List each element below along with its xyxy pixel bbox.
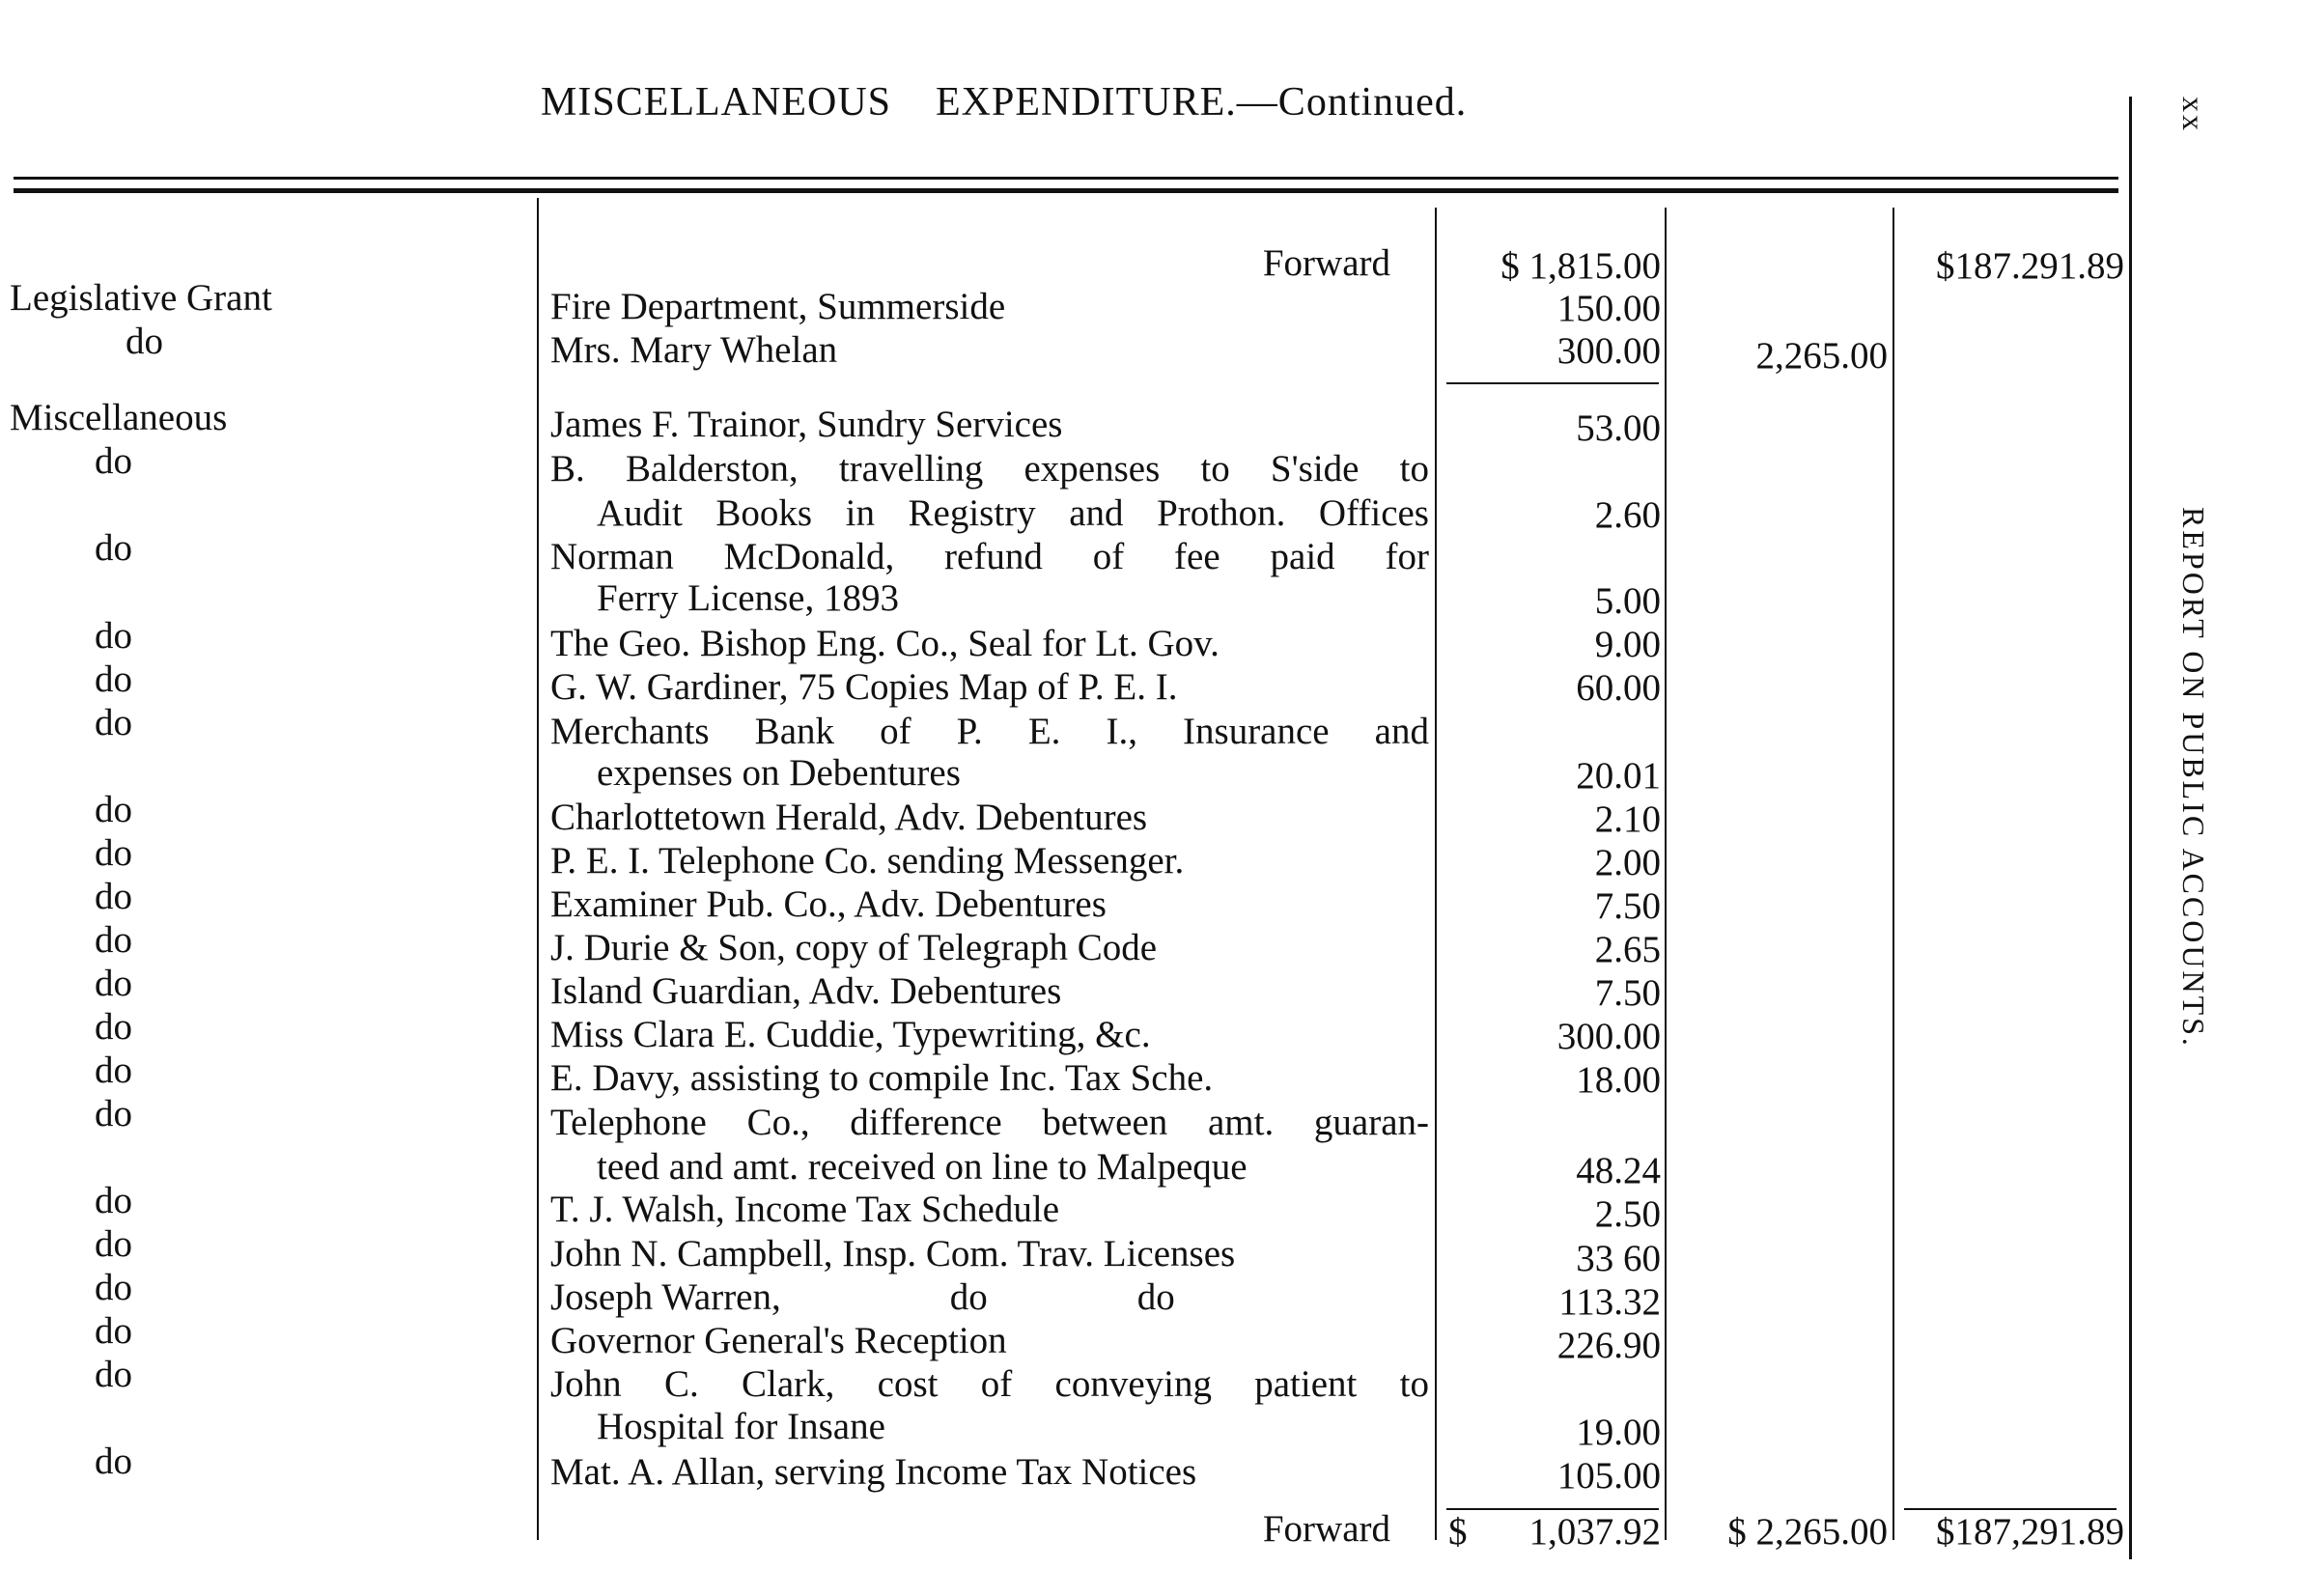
row-description: Norman McDonald, refund of fee paid for (550, 536, 1429, 577)
row-description: T. J. Walsh, Income Tax Schedule (550, 1189, 1060, 1230)
row-amount: 150.00 (1556, 288, 1661, 329)
ditto-name: Joseph Warren, (550, 1276, 781, 1318)
page-title: MISCELLANEOUS EXPENDITURE.—Continued. (541, 80, 1468, 125)
row-category: do (95, 658, 132, 700)
column-rule-amount (1435, 208, 1437, 1540)
row-amount: 7.50 (1594, 972, 1661, 1014)
forward-bottom-label: Forward (1262, 1508, 1390, 1550)
row-category: do (95, 1354, 132, 1395)
forward-top-total: $187.291.89 (1936, 245, 2124, 287)
forward-bottom-total: $187,291.89 (1936, 1511, 2124, 1553)
row-amount: 2.60 (1594, 494, 1661, 536)
row-description: Charlottetown Herald, Adv. Debentures (550, 797, 1148, 838)
column-rule-desc (537, 198, 539, 1540)
forward-bottom-subtotal: $ 2,265.00 (1727, 1511, 1888, 1553)
row-amount: 7.50 (1594, 885, 1661, 927)
row-description: John C. Clark, cost of conveying patient to (550, 1363, 1429, 1405)
row-amount: 18.00 (1576, 1059, 1661, 1101)
row-amount: 2.10 (1594, 798, 1661, 840)
row-category: do (95, 1093, 132, 1134)
row-category: do (95, 876, 132, 917)
row-category: do (95, 1180, 132, 1221)
row-description: Telephone Co., difference between amt. guaran- (550, 1102, 1429, 1143)
row-amount: 300.00 (1556, 330, 1661, 372)
ditto-mark: do (1136, 1276, 1175, 1318)
row-amount: 2.50 (1594, 1193, 1661, 1235)
row-category: do (95, 1223, 132, 1265)
row-description-cont: Ferry License, 1893 (597, 577, 899, 619)
row-category: do (95, 919, 132, 961)
row-description: The Geo. Bishop Eng. Co., Seal for Lt. Gov. (550, 623, 1220, 664)
row-amount: 300.00 (1556, 1016, 1661, 1057)
row-description: P. E. I. Telephone Co. sending Messenger. (550, 840, 1185, 882)
row-category: do (95, 1310, 132, 1352)
row-description: Island Guardian, Adv. Debentures (550, 970, 1062, 1012)
row-description: B. Balderston, travelling expenses to S'side to (550, 448, 1429, 490)
subtotal-rule (1446, 382, 1659, 384)
row-description: G. W. Gardiner, 75 Copies Map of P. E. I. (550, 666, 1178, 708)
row-amount: 226.90 (1556, 1325, 1661, 1366)
forward-bottom-amount: 1,037.92 (1528, 1511, 1661, 1553)
row-amount: 5.00 (1594, 580, 1661, 622)
row-description: Mat. A. Allan, serving Income Tax Notices (550, 1451, 1197, 1493)
row-category: do (95, 1267, 132, 1308)
row-description: Mrs. Mary Whelan (550, 329, 838, 371)
row-description: Merchants Bank of P. E. I., Insurance and (550, 711, 1429, 752)
row-amount: 2.65 (1594, 929, 1661, 970)
row-amount: 48.24 (1576, 1150, 1661, 1191)
row-description: E. Davy, assisting to compile Inc. Tax Sche. (550, 1057, 1214, 1099)
row-category: do (95, 615, 132, 657)
column-rule-subtotal (1665, 208, 1667, 1540)
row-description: Examiner Pub. Co., Adv. Debentures (550, 883, 1107, 925)
margin-rule (2129, 97, 2132, 1559)
header-rule-bottom (14, 188, 2118, 193)
row-description: J. Durie & Son, copy of Telegraph Code (550, 927, 1158, 968)
row-description: Governor General's Reception (550, 1320, 1007, 1361)
row-description (550, 1275, 1429, 1320)
row-amount: 113.32 (1558, 1281, 1661, 1323)
forward-top-amount: $ 1,815.00 (1500, 245, 1661, 287)
row-description: Miss Clara E. Cuddie, Typewriting, &c. (550, 1014, 1151, 1055)
row-category: do (95, 440, 132, 482)
row-description: John N. Campbell, Insp. Com. Trav. Licenses (550, 1233, 1236, 1274)
row-category: do (95, 789, 132, 830)
column-rule-total (1892, 208, 1894, 1540)
row-category: do (95, 1441, 132, 1482)
row-category: do (95, 702, 132, 743)
forward-bottom-dollar: $ (1448, 1511, 1468, 1553)
row-amount: 9.00 (1594, 624, 1661, 665)
row-category: Legislative Grant (10, 277, 272, 319)
forward-top-label: Forward (1262, 242, 1390, 284)
row-amount: 105.00 (1556, 1455, 1661, 1497)
row-category: Miscellaneous (10, 397, 228, 438)
row-amount: 60.00 (1576, 667, 1661, 709)
row-description-cont: Hospital for Insane (597, 1406, 885, 1447)
row-description-cont: Audit Books in Registry and Prothon. Offices (597, 492, 1429, 534)
row-amount: 53.00 (1576, 407, 1661, 449)
row-description: James F. Trainor, Sundry Services (550, 404, 1063, 445)
side-page-number: xx (2176, 97, 2211, 133)
row-category: do (95, 1006, 132, 1048)
header-rule-top (14, 177, 2118, 180)
side-running-heading: REPORT ON PUBLIC ACCOUNTS. (2176, 507, 2211, 1049)
row-amount: 19.00 (1576, 1412, 1661, 1453)
row-category: do (95, 1050, 132, 1091)
row-description: Fire Department, Summerside (550, 286, 1006, 327)
row-amount: 33 60 (1576, 1238, 1661, 1279)
row-category: do (95, 963, 132, 1004)
row-amount: 20.01 (1576, 755, 1661, 797)
row-amount: 2.00 (1594, 842, 1661, 883)
row-description-cont: expenses on Debentures (597, 752, 961, 794)
row-category: do (95, 527, 132, 569)
row-subtotal: 2,265.00 (1755, 335, 1888, 377)
row-category: do (126, 321, 163, 362)
row-description-cont: teed and amt. received on line to Malpeque (597, 1146, 1248, 1188)
ditto-mark: do (949, 1276, 988, 1318)
row-category: do (95, 832, 132, 874)
